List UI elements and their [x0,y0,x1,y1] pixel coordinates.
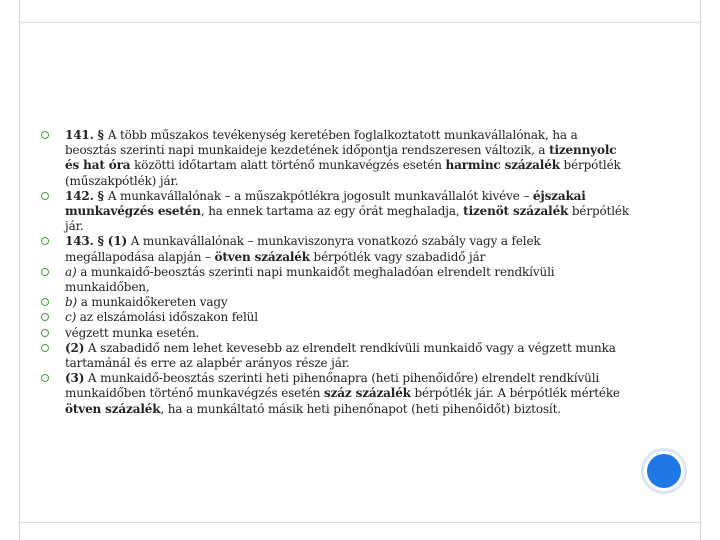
text-segment: közötti időtartam alatt történő munkavégzés esetén [130,158,446,173]
bullet-circle-icon [41,374,49,382]
bullet-item [40,265,630,295]
text-segment: c) [65,310,77,325]
bullet-text [65,326,630,341]
bullet-item [40,371,630,417]
bullet-item [40,189,630,235]
text-segment: harminc százalék [445,158,560,173]
text-segment: tizennyolc és hat óra [65,143,617,173]
decorative-circle [641,448,687,494]
bullet-circle-icon [41,344,49,352]
bullet-circle-icon [41,237,49,245]
text-segment: 142. § [65,188,108,203]
text-segment: ötven százalék [214,249,310,264]
bullet-item [40,234,630,264]
text-segment: 141. § [65,128,108,142]
text-segment: A munkaidő-beosztás szerinti heti pihenőnapra (heti pihenőidőre) elrendelt rendkívüli munkaidőben történő munkavégzés esetén [65,371,600,401]
text-segment: ötven százalék [65,401,161,416]
frame-top-line [19,22,701,23]
bullet-circle-icon [41,131,49,139]
text-segment: (3) [65,371,85,386]
text-segment: bérpótlék vagy szabadidő jár [309,249,486,264]
bullet-circle-icon [41,298,49,306]
bullet-text [65,371,630,417]
bullet-circle-icon [41,268,49,276]
text-segment: a munkaidő-beosztás szerinti napi munkaidőt meghaladóan elrendelt rendkívüli munkaidőben, [65,264,555,295]
text-segment: éjszakai munkavégzés esetén [65,188,586,219]
text-segment: a) [65,264,77,279]
bullet-text [65,341,630,371]
bullet-text [65,310,630,325]
text-segment: , ha ennek tartama az egy órát meghaladja, [200,204,464,219]
text-segment: az elszámolási időszakon felül [76,310,258,325]
text-segment: a munkaidőkereten vagy [77,295,228,310]
text-segment: A szabadidő nem lehet kevesebb az elrendelt rendkívüli munkaidő vagy a végzett munka tartamánál és erre az alapbér arányos része jár. [65,340,616,371]
bullet-circle-icon [41,329,49,337]
frame-bottom-line [19,522,701,523]
text-segment: száz százalék [324,386,411,401]
bullet-text [65,265,630,295]
bullet-item [40,128,630,189]
bullet-text [65,128,630,189]
text-segment: A munkavállalónak – a műszakpótlékra jogosult munkavállalót kivéve – [107,188,533,203]
decorative-circle-fill [647,454,681,488]
text-segment: A több műszakos tevékenység keretében foglalkoztatott munkavállalónak, ha a beosztás szerinti napi munkaideje kezdetének időpontja rendszeresen változik, a [65,128,578,158]
text-segment: , ha a munkáltató másik heti pihenőnapot (heti pihenőidőt) biztosít. [160,401,561,416]
text-segment: A munkavállalónak – munkaviszonyra vonatkozó szabály vagy a felek megállapodása alapján – [65,234,541,264]
text-segment: bérpótlék jár. [65,204,629,234]
bullet-item [40,341,630,371]
frame-left-line [19,0,20,540]
bullet-text [65,295,630,310]
bullet-circle-icon [41,192,49,200]
text-segment: (2) [65,340,85,355]
bullet-item [40,295,630,310]
bullet-item [40,310,630,325]
text-segment: bérpótlék jár. A bérpótlék mértéke [410,386,620,401]
frame-right-line [700,0,701,540]
text-segment: 143. § (1) [65,234,128,249]
text-segment: bérpótlék (műszakpótlék) jár. [65,158,621,188]
bullet-text [65,234,630,264]
bullet-item [40,326,630,341]
bullet-list [40,128,630,417]
text-segment: végzett munka esetén. [65,325,200,340]
text-segment: b) [65,295,78,310]
text-segment: tizenöt százalék [463,204,569,219]
bullet-circle-icon [41,313,49,321]
bullet-text [65,189,630,235]
